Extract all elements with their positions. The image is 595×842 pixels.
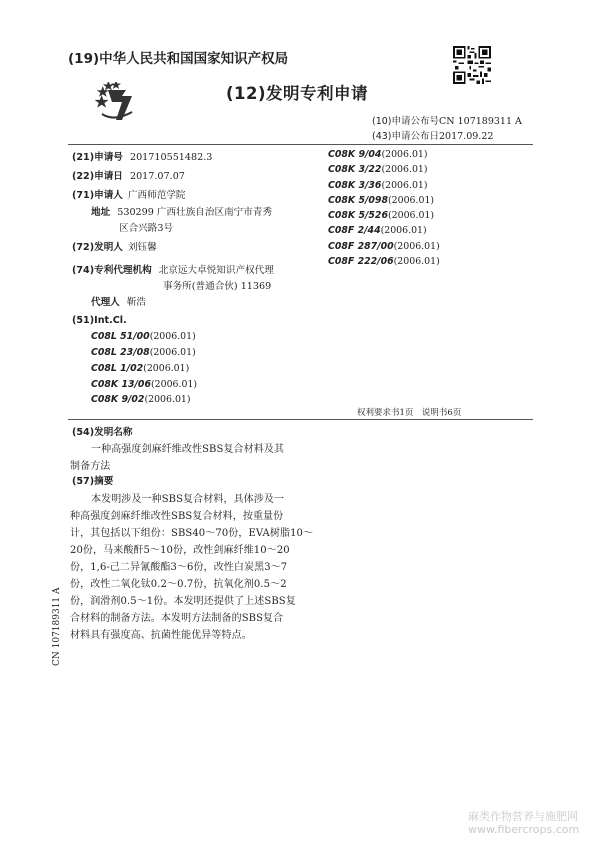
applicant: 广西师范学院 xyxy=(127,190,186,201)
agency-line-1: 北京远大卓悦知识产权代理 xyxy=(158,265,274,276)
int-cl-entry: C08K 13/06(2006.01) xyxy=(91,379,198,390)
publication-date: 2017.09.22 xyxy=(439,131,494,142)
application-date-row xyxy=(72,168,185,182)
application-number-row xyxy=(72,149,212,163)
ipc-entry: C08K 5/526(2006.01) xyxy=(328,210,435,221)
page-count: 权利要求书1页 说明书6页 xyxy=(357,408,462,418)
inventor-row xyxy=(72,239,157,253)
application-number: 201710551482.3 xyxy=(129,152,213,163)
invention-title-line-2: 制备方法 xyxy=(70,461,111,472)
int-cl-entry: C08L 51/00(2006.01) xyxy=(91,331,196,342)
agent: 靳浩 xyxy=(126,297,147,308)
cnipa-logo-icon xyxy=(92,82,138,126)
abstract-line: 计，其包括以下组份：SBS40～70份，EVA树脂10～ xyxy=(70,528,314,539)
abstract-line: 种高强度剑麻纤维改性SBS复合材料，按重量份 xyxy=(70,511,284,522)
int-cl-entry: C08K 9/02(2006.01) xyxy=(91,394,191,405)
address-row xyxy=(91,204,272,218)
agency-row xyxy=(72,262,274,276)
inventor-label: (72)发明人 xyxy=(72,242,123,253)
ipc-entry: C08K 9/04(2006.01) xyxy=(328,149,428,160)
invention-title-line-1: 一种高强度剑麻纤维改性SBS复合材料及其 xyxy=(91,444,285,455)
abstract-line: 材料具有强度高、抗菌性能优异等特点。 xyxy=(70,630,252,641)
watermark-line-2: www.fibercrops.com xyxy=(468,823,580,836)
application-date: 2017.07.07 xyxy=(129,171,185,182)
publication-date-label: (43)申请公布日 xyxy=(372,131,440,142)
applicant-row xyxy=(72,187,186,201)
ipc-entry: C08K 3/22(2006.01) xyxy=(328,164,428,175)
abstract-label: (57)摘要 xyxy=(72,476,114,487)
abstract-line: 本发明涉及一种SBS复合材料，具体涉及一 xyxy=(91,494,285,505)
abstract-line: 份，润滑剂0.5～1份。本发明还提供了上述SBS复 xyxy=(70,596,296,607)
section-divider xyxy=(68,419,533,420)
application-date-label: (22)申请日 xyxy=(72,171,123,182)
agent-row xyxy=(91,294,146,308)
inventor: 刘钰馨 xyxy=(127,242,157,253)
abstract-line: 份，改性二氧化钛0.2～0.7份，抗氧化剂0.5～2 xyxy=(70,579,287,590)
abstract-line: 20份，马来酸酐5～10份，改性剑麻纤维10～20 xyxy=(70,545,290,556)
address-line-2: 区合兴路3号 xyxy=(119,223,174,234)
side-publication-code: CN 107189311 A xyxy=(52,587,62,666)
ipc-entry: C08K 5/098(2006.01) xyxy=(328,195,435,206)
ipc-entry: C08F 287/00(2006.01) xyxy=(328,241,440,252)
invention-title-label: (54)发明名称 xyxy=(72,427,133,438)
document-type: (12)发明专利申请 xyxy=(226,84,369,103)
ipc-entry: C08F 222/06(2006.01) xyxy=(328,256,440,267)
agency-label: (74)专利代理机构 xyxy=(72,265,152,276)
int-cl-label: (51)Int.Cl. xyxy=(72,315,127,326)
address-line-1: 530299 广西壮族自治区南宁市青秀 xyxy=(117,207,273,218)
int-cl-entry: C08L 23/08(2006.01) xyxy=(91,347,196,358)
publication-date-row xyxy=(372,128,493,142)
publication-number-label: (10)申请公布号 xyxy=(372,116,440,127)
publication-number: CN 107189311 A xyxy=(439,116,522,127)
header-divider xyxy=(68,144,533,145)
watermark xyxy=(468,810,579,836)
issuing-office: (19)中华人民共和国国家知识产权局 xyxy=(68,51,289,67)
ipc-entry: C08F 2/44(2006.01) xyxy=(328,225,427,236)
abstract-line: 合材料的制备方法。本发明方法制备的SBS复合 xyxy=(70,613,284,624)
watermark-line-1: 麻类作物营养与施肥网 xyxy=(468,810,578,823)
ipc-entry: C08K 3/36(2006.01) xyxy=(328,180,428,191)
application-number-label: (21)申请号 xyxy=(72,152,123,163)
abstract-line: 份，1,6-己二异氰酸酯3～6份，改性白炭黑3～7 xyxy=(70,562,288,573)
qr-code-icon xyxy=(453,46,491,84)
applicant-label: (71)申请人 xyxy=(72,190,123,201)
agency-line-2: 事务所(普通合伙) 11369 xyxy=(163,281,272,292)
agent-label: 代理人 xyxy=(91,297,120,308)
address-label: 地址 xyxy=(91,207,111,218)
int-cl-entry: C08L 1/02(2006.01) xyxy=(91,363,190,374)
publication-number-row xyxy=(372,113,522,127)
